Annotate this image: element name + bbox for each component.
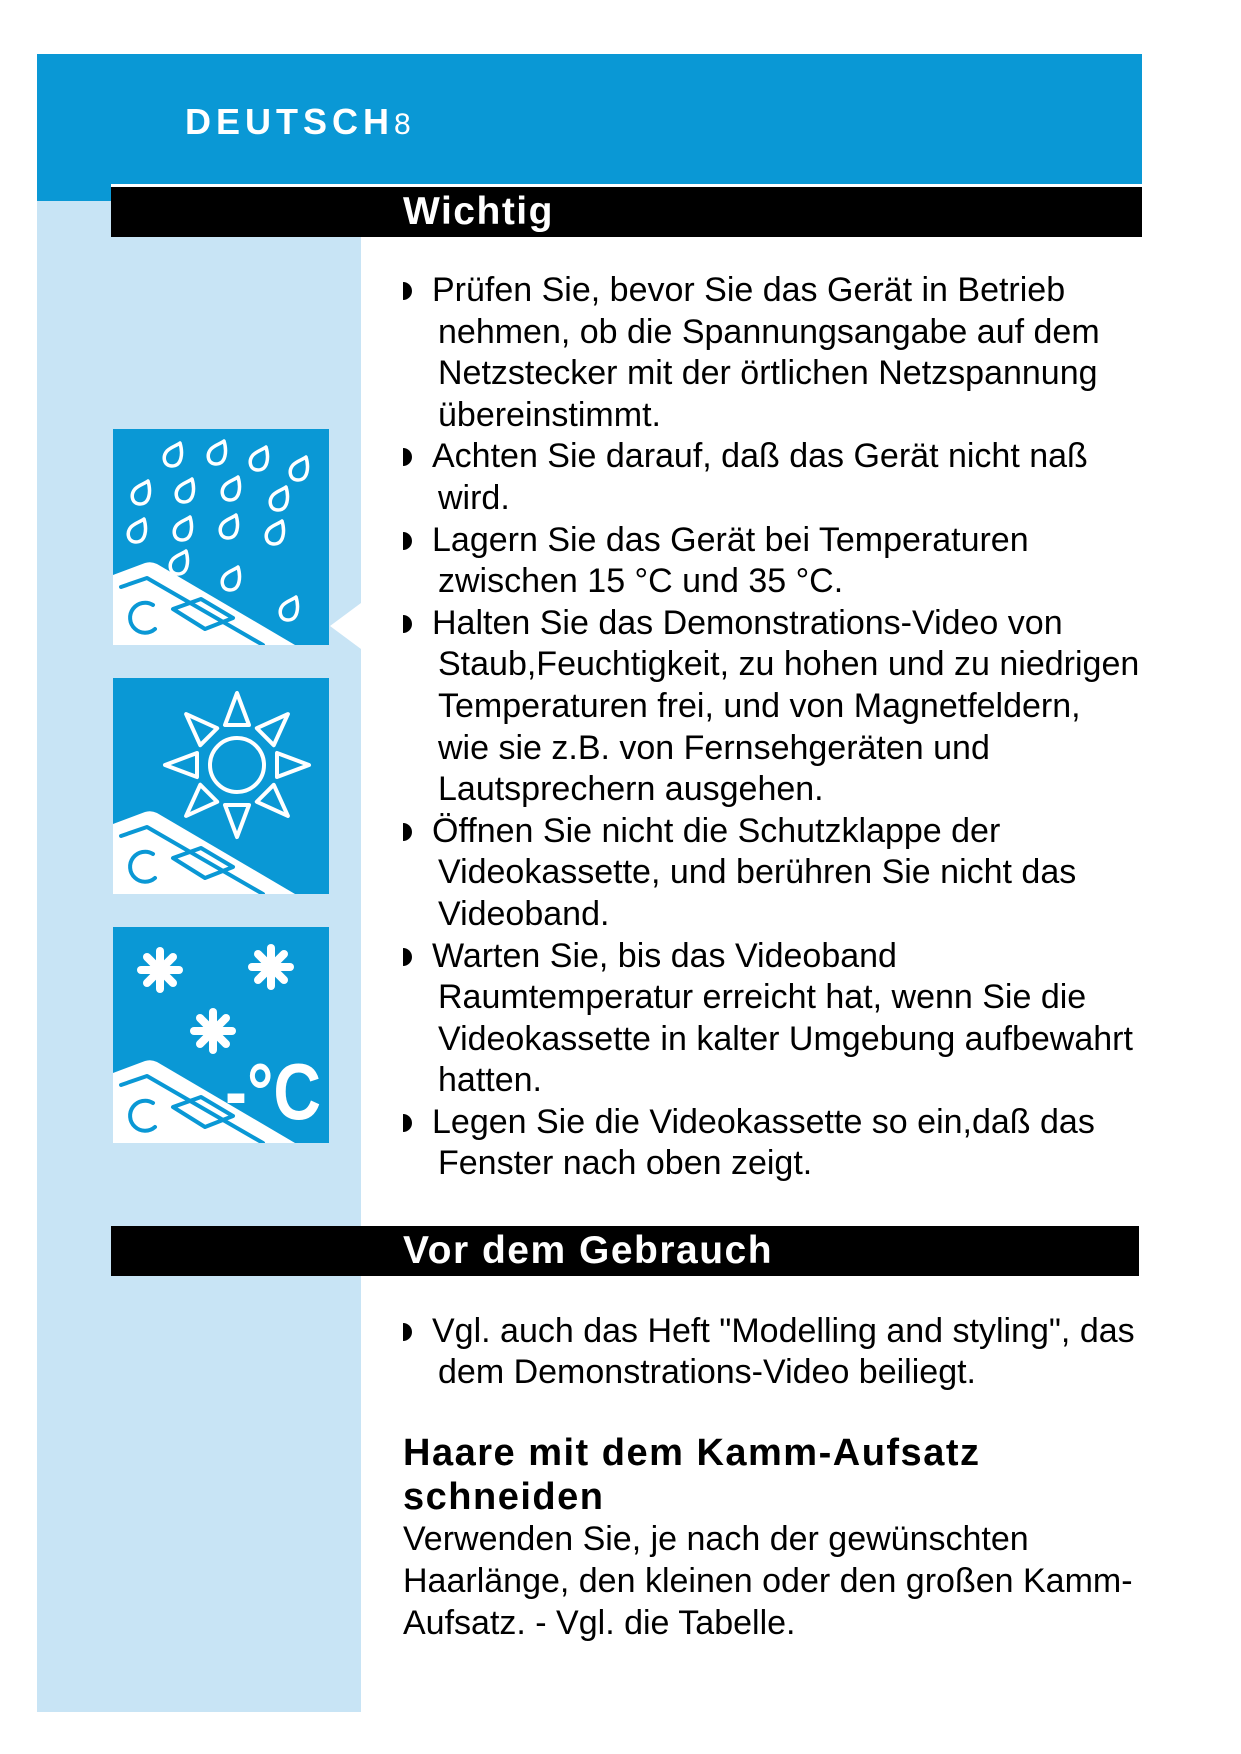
paragraph-line: Aufsatz. - Vgl. die Tabelle. <box>403 1604 796 1642</box>
subsection-paragraph <box>403 1518 1133 1644</box>
bullet-item-line: Staub,Feuchtigkeit, zu hohen und zu niedrigen <box>438 645 1140 684</box>
bullet-item-line: hatten. <box>438 1061 542 1100</box>
bullet-item-line: Halten Sie das Demonstrations-Video von <box>432 603 1063 642</box>
header-band-stub <box>37 184 111 201</box>
bullet-list-wichtig <box>403 270 1183 1185</box>
bullet-item <box>403 811 1183 936</box>
page-header <box>185 100 411 144</box>
subsection-heading-line: Haare mit dem Kamm-Aufsatz <box>403 1432 981 1474</box>
subsection-heading-line: schneiden <box>403 1476 605 1518</box>
bullet-item-line: übereinstimmt. <box>438 395 661 434</box>
bullet-item <box>403 270 1183 436</box>
bullet-item-line: dem Demonstrations-Video beiliegt. <box>438 1353 976 1391</box>
paragraph-line: Verwenden Sie, je nach der gewünschten <box>403 1520 1029 1558</box>
cassette-drawing <box>113 811 295 894</box>
sun <box>165 693 309 837</box>
bullet-item-line: wie sie z.B. von Fernsehgeräten und <box>438 728 990 767</box>
bullet-item <box>403 603 1183 811</box>
bullet-item <box>403 936 1183 1102</box>
cold-temperature-label: -°C <box>225 1047 321 1136</box>
bullet-item-line: Vgl. auch das Heft "Modelling and styling", das <box>432 1312 1135 1350</box>
bullet-list-gebrauch <box>403 1311 1183 1393</box>
bullet-item <box>403 1311 1183 1393</box>
bullet-item-line: Achten Sie darauf, daß das Gerät nicht naß <box>432 437 1088 476</box>
bullet-item-line: zwischen 15 °C und 35 °C. <box>438 562 844 601</box>
bullet-item-line: Videoband. <box>438 894 610 933</box>
bullet-item-line: Raumtemperatur erreicht hat, wenn Sie die <box>438 978 1087 1017</box>
bullet-item-line: Videokassette in kalter Umgebung aufbewahrt <box>438 1019 1133 1058</box>
section-title: Wichtig <box>403 190 554 233</box>
raindrops-cassette-icon <box>113 429 329 645</box>
section-title: Vor dem Gebrauch <box>403 1229 774 1272</box>
bullet-item-line: Legen Sie die Videokassette so ein,daß das <box>432 1102 1095 1141</box>
bullet-item-line: nehmen, ob die Spannungsangabe auf dem <box>438 312 1100 351</box>
section-bar-vor-dem-gebrauch <box>111 1226 1139 1276</box>
bullet-item-line: Öffnen Sie nicht die Schutzklappe der <box>432 811 1001 850</box>
bullet-item-line: Temperaturen frei, und von Magnetfeldern, <box>438 686 1081 725</box>
bullet-item-line: wird. <box>438 478 510 517</box>
bullet-item <box>403 436 1183 519</box>
bullet-item <box>403 1102 1183 1185</box>
cassette-drawing <box>113 562 295 645</box>
paragraph-line: Haarlänge, den kleinen oder den großen Kamm- <box>403 1562 1133 1600</box>
page-number: 8 <box>394 108 411 141</box>
language-label: DEUTSCH <box>185 101 395 142</box>
sun-cassette-icon <box>113 678 329 894</box>
section-bar-wichtig <box>111 187 1142 237</box>
bullet-item-line: Prüfen Sie, bevor Sie das Gerät in Betrieb <box>432 271 1066 309</box>
subsection-heading <box>403 1431 980 1519</box>
bullet-item-line: Warten Sie, bis das Videoband <box>432 936 897 975</box>
bullet-item-line: Fenster nach oben zeigt. <box>438 1144 813 1183</box>
snowflakes <box>141 948 290 1050</box>
bullet-item-line: Netzstecker mit der örtlichen Netzspannung <box>438 354 1098 393</box>
bullet-item-line: Lautsprechern ausgehen. <box>438 770 824 809</box>
pointer-arrow <box>330 603 361 649</box>
snowflake-cassette-icon <box>113 927 329 1143</box>
bullet-item-line: Videokassette, und berühren Sie nicht das <box>438 853 1077 892</box>
bullet-item-line: Lagern Sie das Gerät bei Temperaturen <box>432 520 1029 559</box>
bullet-item <box>403 520 1183 603</box>
